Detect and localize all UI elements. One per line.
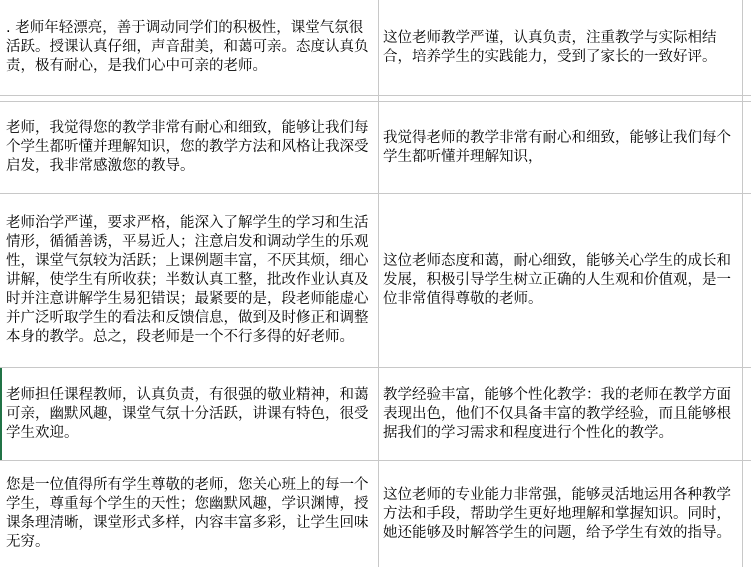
cell-a5[interactable] [0,368,379,460]
cell-text: 教学经验丰富，能够个性化教学：我的老师在教学方面表现出色，他们不仅具备丰富的教学经验，而且能够根据我们的学习需求和程度进行个性化的教学。 [383,386,731,441]
cell-a1[interactable] [0,0,379,95]
cell-text: . 老师年轻漂亮，善于调动同学们的积极性，课堂气氛很活跃。授课认真仔细，声音甜美，和蔼可亲。态度认真负责，极有耐心，是我们心中可亲的老师。 [6,20,369,74]
cell-c5[interactable] [743,368,751,460]
cell-c4[interactable] [743,194,751,367]
cell-b2[interactable] [379,96,743,101]
table-row [0,461,751,567]
cell-text: 这位老师教学严谨，认真负责，注重教学与实际相结合，培养学生的实践能力，受到了家长的一致好评。 [383,29,717,65]
cell-text: 这位老师态度和蔼，耐心细致，能够关心学生的成长和发展，积极引导学生树立正确的人生观和价值观，是一位非常值得尊敬的老师。 [383,253,731,307]
cell-b3[interactable] [379,102,743,193]
cell-c1[interactable] [743,0,751,95]
cell-b1[interactable] [379,0,743,95]
table-row [0,0,751,96]
cell-a2[interactable] [0,96,379,101]
cell-c3[interactable] [743,102,751,193]
cell-b6[interactable] [379,461,743,567]
cell-b5[interactable] [379,368,743,460]
table-row [0,368,751,461]
cell-text: 老师担任课程教师，认真负责，有很强的敬业精神，和蔼可亲，幽默风趣，课堂气氛十分活跃，讲课有特色，很受学生欢迎。 [6,386,369,441]
cell-text: 老师治学严谨，要求严格，能深入了解学生的学习和生活情形，循循善诱，平易近人；注意启发和调动学生的乐观性，课堂气氛较为活跃；上课例题丰富，不厌其烦，细心讲解，使学生有所收获；半数认真工整，批改作业认真及时并注意讲解学生易犯错误；最紧要的是，段老师能虚心并广泛听取学生的看法和反馈信息，做到及时修正和调整本身的教学。总之，段老师是一个不行多得的好老师。 [6,215,369,345]
cell-b4[interactable] [379,194,743,367]
cell-c6[interactable] [743,461,751,567]
cell-a3[interactable] [0,102,379,193]
cell-text: 我觉得老师的教学非常有耐心和细致，能够让我们每个学生都听懂并理解知识， [383,129,731,165]
table-row [0,102,751,194]
cell-text: 老师，我觉得您的教学非常有耐心和细致，能够让我们每个学生都听懂并理解知识，您的教学方法和风格让我深受启发，我非常感激您的教导。 [6,120,369,174]
cell-a4[interactable] [0,194,379,367]
cell-c2[interactable] [743,96,751,101]
cell-a6[interactable] [0,461,379,567]
table-row [0,194,751,368]
cell-text: 您是一位值得所有学生尊敬的老师，您关心班上的每一个学生，尊重每个学生的天性；您幽默风趣，学识渊博，授课条理清晰，课堂形式多样，内容丰富多彩，让学生回味无穷。 [6,477,369,550]
cell-text: 这位老师的专业能力非常强，能够灵活地运用各种教学方法和手段，帮助学生更好地理解和掌握知识。同时，她还能够及时解答学生的问题，给予学生有效的指导。 [383,486,731,541]
